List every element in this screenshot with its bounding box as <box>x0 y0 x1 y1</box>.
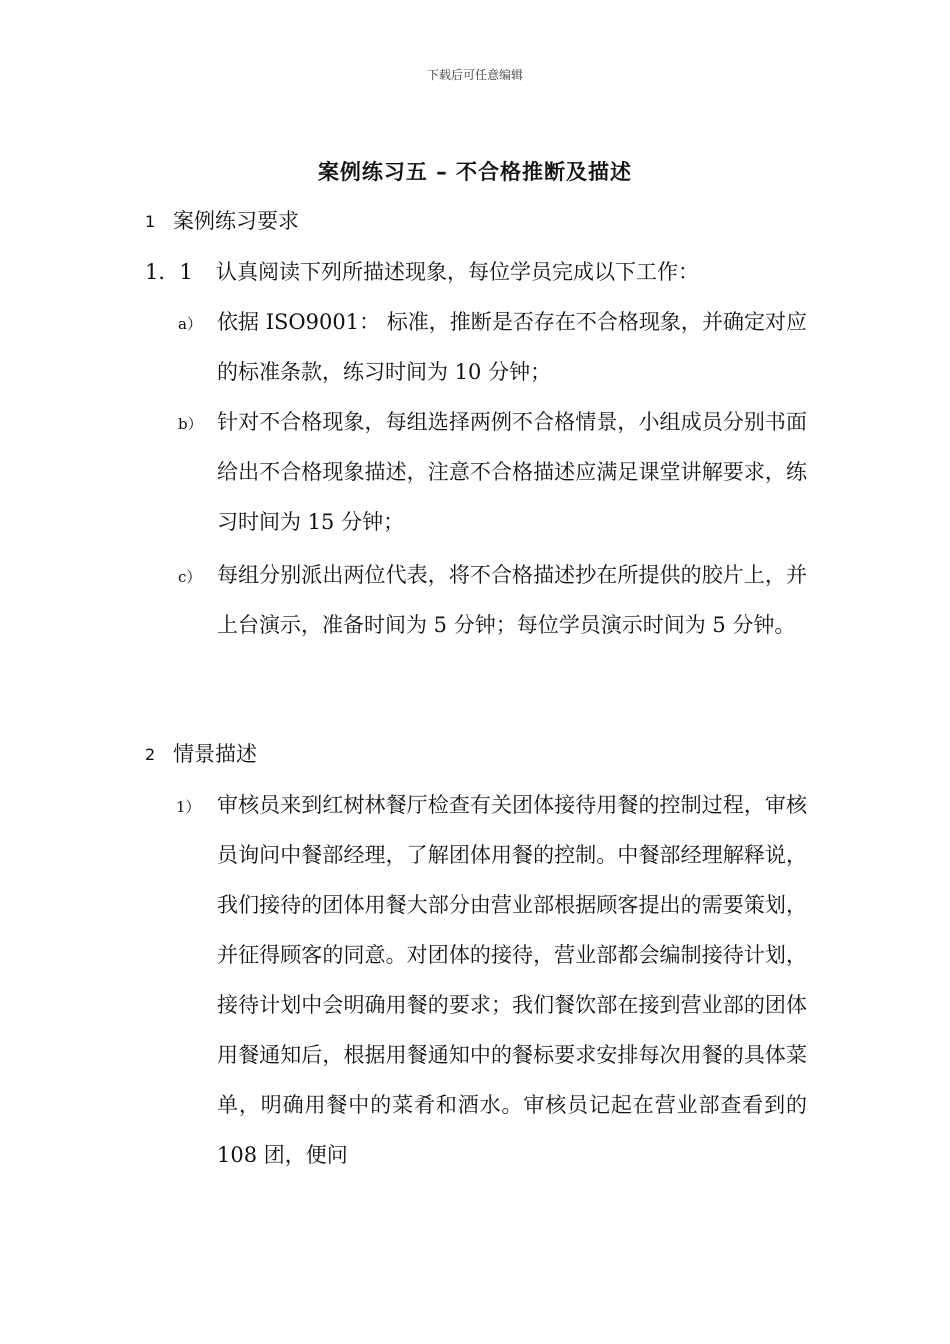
scenario-1-text: 审核员来到红树林餐厅检查有关团体接待用餐的控制过程，审核员询问中餐部经理，了解团体用餐的控制。中餐部经理解释说，我们接待的团体用餐大部分由营业部根据顾客提出的需要策划，并征得顾客的同意。对团体的接待，营业部都会编制接待计划，接待计划中会明确用餐的要求；我们餐饮部在接到营业部的团体用餐通知后，根据用餐通知中的餐标要求安排每次用餐的具体菜单，明确用餐中的菜肴和酒水。审核员记起在营业部查看到的 108 团，便问 <box>217 793 807 1167</box>
subsection-1-1-number: 1．1 <box>145 260 193 284</box>
list-item-c-text: 每组分别派出两位代表，将不合格描述抄在所提供的胶片上，并上台演示，准备时间为 5 分钟；每位学员演示时间为 5 分钟。 <box>217 563 807 637</box>
list-item-a-marker: a） <box>178 315 202 333</box>
subsection-1-1-text: 认真阅读下列所描述现象，每位学员完成以下工作： <box>216 260 699 284</box>
section-1-number: 1 <box>145 212 156 231</box>
section-1-heading: 案例练习要求 <box>173 209 299 233</box>
section-2-heading: 情景描述 <box>173 742 257 766</box>
list-item-b-marker: b） <box>178 415 203 433</box>
section-2-number: 2 <box>145 745 156 764</box>
document-title: 案例练习五 – 不合格推断及描述 <box>317 160 633 184</box>
scenario-1-marker: 1） <box>176 798 201 816</box>
list-item-c-marker: c） <box>178 568 202 586</box>
list-item-a-text: 依据 ISO9001： 标准，推断是否存在不合格现象，并确定对应的标准条款，练习时间为 10 分钟； <box>217 310 807 384</box>
header-note: 下载后可任意编辑 <box>426 68 523 82</box>
list-item-b-text: 针对不合格现象，每组选择两例不合格情景，小组成员分别书面给出不合格现象描述，注意不合格描述应满足课堂讲解要求，练习时间为 15 分钟； <box>217 410 807 534</box>
